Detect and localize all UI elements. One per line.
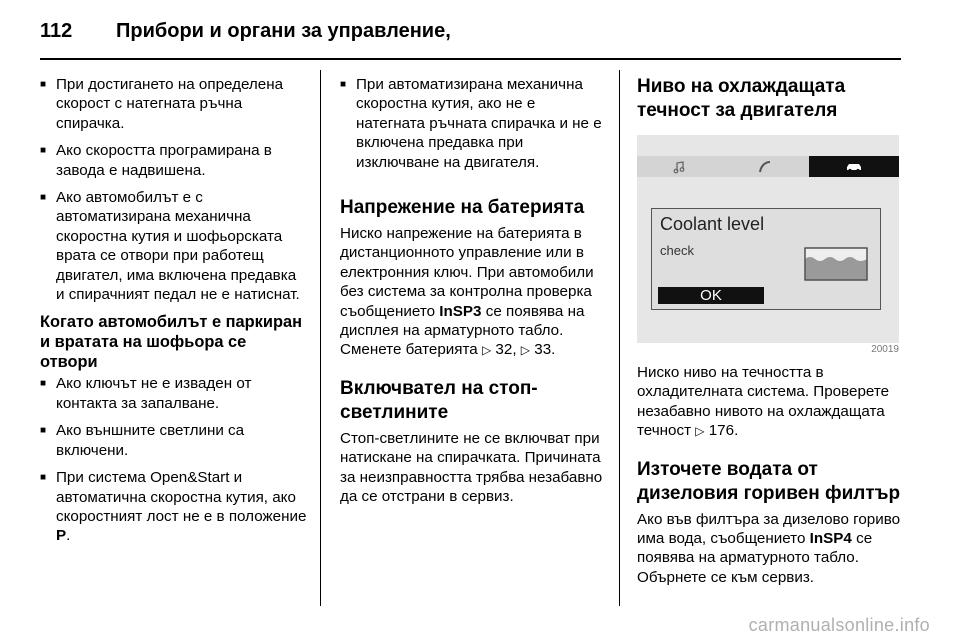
battery-text: се появява на дисплея на арматурното табло. Сменете батерията (340, 302, 585, 359)
list-item: ■ Ако ключът не е изваден от контакта за запалване. (40, 374, 308, 413)
water-text: се появява на арматурното табло. Обърнете се към сервиз. (637, 530, 873, 586)
bullet-list (40, 75, 308, 304)
list-item-text: При система Open&Start и автоматична скоростна кутия, ако скоростният лост не е в положение (56, 469, 307, 525)
coolant-paragraph (637, 363, 905, 442)
watermark: carmanualsonline.info (748, 615, 930, 635)
list-item: ■ Ако автомобилът е с автоматизирана механична скоростна кутия и шофьорската врата се отвори при работещ двигател, има включена предавка и спирачният педал не е натиснат. (40, 188, 308, 304)
column-2 (340, 75, 608, 507)
header-rule (40, 58, 901, 60)
code-insp4: InSP4 (809, 530, 852, 548)
page-reference[interactable]: 176. (708, 422, 739, 440)
message-detail: check (660, 243, 694, 258)
page-reference[interactable]: 32, (495, 341, 517, 359)
coolant-tank-icon (804, 247, 868, 286)
coolant-display-figure (637, 135, 899, 355)
code-insp3: InSP3 (439, 302, 482, 320)
brake-paragraph: Стоп-светлините не се включват при натискане на спирачката. Причината за неизправността трябва незабавно да се отстрани в сервиз. (340, 429, 603, 506)
figure-code: 20019 (871, 343, 899, 355)
list-item-end: . (66, 527, 71, 545)
page-header (40, 18, 451, 44)
page-title: Прибори и органи за управление, (116, 19, 451, 42)
section-heading-coolant: Ниво на охлаждащата течност за двигателя (637, 76, 846, 121)
list-item: ■ При автоматизирана механична скоростна кутия, ако не е натегната ръчната спирачка и не е включена предавка при изключване на двигателя. (340, 75, 608, 172)
bullet-list (40, 374, 308, 545)
list-item: ■ При достигането на определена скорост с натегната ръчна спирачка. (40, 75, 308, 133)
water-text: Ако във филтъра за дизелово гориво има вода, съобщението (637, 510, 901, 548)
music-note-icon (637, 156, 721, 177)
phone-icon (721, 156, 809, 177)
reference-arrow-icon: ▷ (481, 343, 492, 358)
column-divider (619, 70, 620, 606)
gear-position-p: P (56, 527, 67, 545)
list-item: ■ Ако скоростта програмирана в завода е надвишена. (40, 141, 308, 180)
page-number: 112 (40, 19, 73, 42)
message-title: Coolant level (660, 214, 765, 234)
column-divider (320, 70, 321, 606)
list-item: ■ Ако външните светлини са включени. (40, 421, 308, 460)
coolant-text: Ниско ниво на течността в охладителната система. Проверете незабавно нивото на охлаждащата течност (637, 364, 890, 440)
water-paragraph (637, 510, 905, 588)
subheading-parked: Когато автомобилът е паркиран и вратата на шофьора се отвори (40, 313, 302, 372)
column-1 (40, 75, 308, 554)
section-heading-water-drain: Източете водата от дизеловия горивен филтър (637, 458, 901, 504)
coolant-message-box (651, 208, 881, 310)
reference-arrow-icon: ▷ (520, 343, 531, 358)
column-3 (637, 75, 905, 587)
car-icon (809, 156, 899, 177)
reference-arrow-icon: ▷ (695, 424, 705, 439)
battery-paragraph (340, 224, 608, 361)
bullet-list (340, 75, 608, 172)
section-heading-battery: Напрежение на батерията (340, 197, 585, 219)
battery-text: Ниско напрежение на батерията в дистанционното управление или в електронния ключ. При автомобили без система за контролна проверка съобщението (340, 225, 594, 320)
page-reference[interactable]: 33. (534, 341, 556, 359)
ok-button[interactable]: OK (658, 287, 764, 304)
list-item (40, 468, 308, 546)
section-heading-brake-switch: Включвател на стоп-светлините (340, 377, 538, 423)
